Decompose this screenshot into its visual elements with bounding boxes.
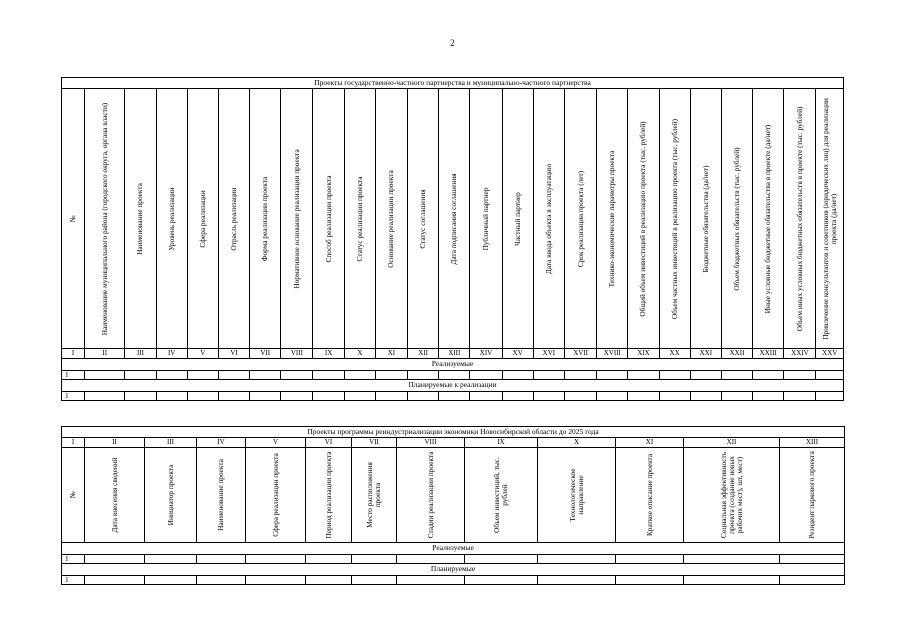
table1-empty-cell [502, 392, 533, 401]
table1-column-numeral: XXII [721, 349, 752, 359]
table2-header-col-12: Социальная эффективность проекта (создание новых рабочих мест), шт, мест) [684, 448, 780, 543]
table1-header-col-12: Статус соглашения [408, 89, 439, 349]
table1-header-col-15: Частный партнер [502, 89, 533, 349]
table2-empty-cell [197, 576, 246, 585]
table2-empty-cell [616, 555, 684, 564]
table2-empty-cell [85, 555, 145, 564]
table1-header-col-19: Общий объем инвестиций в реализацию проекта (тыс. рублей) [628, 89, 659, 349]
table2-empty-cell [397, 555, 465, 564]
table1-header-col-22: Объем бюджетных обязательств (тыс. рублей) [721, 89, 752, 349]
table1-column-numeral: XI [375, 349, 407, 359]
table2-header-col-1: № [62, 448, 85, 543]
table1-column-numeral: XVIII [597, 349, 628, 359]
table1-empty-cell [187, 371, 218, 380]
table1-empty-cell [659, 392, 690, 401]
table1-header-col-7: Форма реализации проекта [250, 89, 281, 349]
table1-header-col-10: Статус реализации проекта [344, 89, 375, 349]
table1-empty-cell [564, 392, 596, 401]
table2-column-numeral: IV [197, 438, 246, 448]
table1-empty-cell [816, 392, 844, 401]
table1-column-numeral: III [125, 349, 156, 359]
table1-row-number: 1 [62, 392, 85, 401]
table2-empty-cell [306, 555, 352, 564]
table1-empty-cell [690, 392, 721, 401]
table1-empty-cell [753, 371, 784, 380]
table2-empty-cell [397, 576, 465, 585]
table1-empty-cell [85, 392, 125, 401]
table1-empty-cell [408, 371, 439, 380]
reindustrialization-projects-table [61, 426, 845, 585]
table2-column-numeral: III [145, 438, 197, 448]
table2-empty-cell [246, 576, 306, 585]
table1-empty-cell [218, 371, 249, 380]
table2-column-numeral: XI [616, 438, 684, 448]
table1-column-numeral: XIX [628, 349, 659, 359]
table1-column-numeral: XXI [690, 349, 721, 359]
table1-empty-cell [659, 371, 690, 380]
table1-header-col-17: Срок реализации проекта (лет) [564, 89, 596, 349]
table1-column-numeral: V [187, 349, 218, 359]
table2-header-col-10: Технологическое направление [538, 448, 616, 543]
table2-column-numeral: I [62, 438, 85, 448]
table1-empty-cell [533, 392, 564, 401]
table1-header-col-24: Объем иных условных бюджетных обязательств в проекте (тыс. рублей) [784, 89, 816, 349]
table1-row-number: 1 [62, 371, 85, 380]
table1-empty-cell [218, 392, 249, 401]
table1-empty-cell [156, 392, 187, 401]
table1-header-col-6: Отрасль реализации [218, 89, 249, 349]
table1-header-col-13: Дата подписания соглашения [439, 89, 470, 349]
table2-column-numeral: VIII [397, 438, 465, 448]
table2-empty-cell [352, 576, 397, 585]
table1-header-col-16: Дата ввода объекта в эксплуатацию [533, 89, 564, 349]
table1-empty-cell [85, 371, 125, 380]
table2-column-numeral: IX [465, 438, 538, 448]
table1-column-numeral: XII [408, 349, 439, 359]
table2-column-numeral: XIII [780, 438, 845, 448]
table2-empty-cell [306, 576, 352, 585]
table1-section-implemented: Реализуемые [62, 359, 844, 371]
table1-column-numeral: XX [659, 349, 690, 359]
table2-header-col-9: Объем инвестиций, тыс. рублей [465, 448, 538, 543]
table1-empty-cell [597, 371, 628, 380]
table1-header-col-18: Технико-экономические параметры проекта [597, 89, 628, 349]
table2-header-col-11: Краткое описание проекта [616, 448, 684, 543]
table1-column-numeral: VI [218, 349, 249, 359]
table1-column-numeral: IV [156, 349, 187, 359]
table2-row-number: 1 [62, 555, 85, 564]
table2-empty-cell [684, 555, 780, 564]
table2-column-numeral: XII [684, 438, 780, 448]
table1-column-numeral: XV [502, 349, 533, 359]
table2-empty-cell [145, 555, 197, 564]
table1-empty-cell [375, 392, 407, 401]
table1-column-numeral: XXV [816, 349, 844, 359]
table1-empty-cell [628, 371, 659, 380]
table2-column-numeral: VII [352, 438, 397, 448]
table1-column-numeral: XVII [564, 349, 596, 359]
table2-header-col-2: Дата внесения сведений [85, 448, 145, 543]
table2-column-numeral: V [246, 438, 306, 448]
table1-header-col-23: Иные условные бюджетные обязательства в проекте (да/нет) [753, 89, 784, 349]
table2-section-implemented: Реализуемые [62, 543, 845, 555]
table1-empty-cell [564, 371, 596, 380]
table1-column-numeral: I [62, 349, 85, 359]
table1-header-col-5: Сфера реализации [187, 89, 218, 349]
table1-empty-cell [597, 392, 628, 401]
table1-empty-cell [250, 392, 281, 401]
table1-empty-cell [187, 392, 218, 401]
table2-header-col-7: Место расположения проекта [352, 448, 397, 543]
table2-header-col-3: Инициатор проекта [145, 448, 197, 543]
table1-empty-cell [721, 371, 752, 380]
table1-empty-cell [784, 392, 816, 401]
table1-section-planned: Планируемые к реализации [62, 380, 844, 392]
table2-header-col-6: Период реализации проекта [306, 448, 352, 543]
table1-header-col-3: Наименование проекта [125, 89, 156, 349]
table1-column-numeral: II [85, 349, 125, 359]
table1-empty-cell [408, 392, 439, 401]
table2-empty-cell [780, 576, 845, 585]
table1-empty-cell [375, 371, 407, 380]
table2-header-col-5: Сфера реализации проекта [246, 448, 306, 543]
table2-empty-cell [197, 555, 246, 564]
table1-empty-cell [628, 392, 659, 401]
table2-header-col-4: Наименование проекта [197, 448, 246, 543]
table1-empty-cell [784, 371, 816, 380]
table1-column-numeral: VII [250, 349, 281, 359]
table1-empty-cell [156, 371, 187, 380]
table1-empty-cell [816, 371, 844, 380]
table1-empty-cell [439, 392, 470, 401]
table2-empty-cell [352, 555, 397, 564]
table1-column-numeral: XXIII [753, 349, 784, 359]
table1-column-numeral: XIII [439, 349, 470, 359]
table1-empty-cell [470, 371, 502, 380]
table1-header-col-8: Нормативное основание реализации проекта [281, 89, 313, 349]
table1-empty-cell [125, 392, 156, 401]
table1-header-col-9: Способ реализации проекта [313, 89, 344, 349]
table2-empty-cell [85, 576, 145, 585]
table1-empty-cell [344, 371, 375, 380]
table1-empty-cell [502, 371, 533, 380]
table2-column-numeral: VI [306, 438, 352, 448]
table1-header-col-11: Основание реализации проекта [375, 89, 407, 349]
table2-section-planned: Планируемые [62, 564, 845, 576]
table2-title: Проекты программы реиндустриализации экономики Новосибирской области до 2025 года [62, 427, 845, 438]
table1-header-col-25: Привлечение консультантов и советников (юридических лиц) для реализации проекта (да/нет) [816, 89, 844, 349]
table1-column-numeral: XIV [470, 349, 502, 359]
table1-column-numeral: XXIV [784, 349, 816, 359]
table2-empty-cell [145, 576, 197, 585]
table2-empty-cell [780, 555, 845, 564]
table2-empty-cell [684, 576, 780, 585]
table1-column-numeral: VIII [281, 349, 313, 359]
table2-column-numeral: X [538, 438, 616, 448]
table1-header-col-1: № [62, 89, 85, 349]
table2-empty-cell [616, 576, 684, 585]
table1-empty-cell [690, 371, 721, 380]
table2-header-col-8: Стадии реализации проекта [397, 448, 465, 543]
table1-column-numeral: X [344, 349, 375, 359]
table1-column-numeral: IX [313, 349, 344, 359]
ppp-projects-table [61, 77, 844, 401]
table2-empty-cell [538, 576, 616, 585]
table2-header-col-13: Резидент паркового проекта [780, 448, 845, 543]
table1-empty-cell [313, 392, 344, 401]
page-number: 2 [450, 38, 455, 48]
table1-empty-cell [721, 392, 752, 401]
table1-header-col-2: Наименование муниципального района (городского округа, органа власти) [85, 89, 125, 349]
table1-empty-cell [439, 371, 470, 380]
table1-header-col-21: Бюджетные обязательства (да/нет) [690, 89, 721, 349]
table1-empty-cell [281, 392, 313, 401]
table1-column-numeral: XVI [533, 349, 564, 359]
table2-empty-cell [538, 555, 616, 564]
table1-empty-cell [125, 371, 156, 380]
table2-empty-cell [465, 576, 538, 585]
table2-empty-cell [465, 555, 538, 564]
table1-empty-cell [753, 392, 784, 401]
table1-empty-cell [313, 371, 344, 380]
table1-header-col-20: Объем частных инвестиций в реализацию проекта (тыс. рублей) [659, 89, 690, 349]
table1-empty-cell [533, 371, 564, 380]
table1-empty-cell [250, 371, 281, 380]
table2-empty-cell [246, 555, 306, 564]
table1-empty-cell [344, 392, 375, 401]
table1-header-col-4: Уровень реализации [156, 89, 187, 349]
table1-header-col-14: Публичный партнер [470, 89, 502, 349]
table2-column-numeral: II [85, 438, 145, 448]
table1-empty-cell [470, 392, 502, 401]
table2-row-number: 1 [62, 576, 85, 585]
table1-empty-cell [281, 371, 313, 380]
table1-title: Проекты государственно-частного партнерства и муниципально-частного партнерства [62, 78, 844, 89]
